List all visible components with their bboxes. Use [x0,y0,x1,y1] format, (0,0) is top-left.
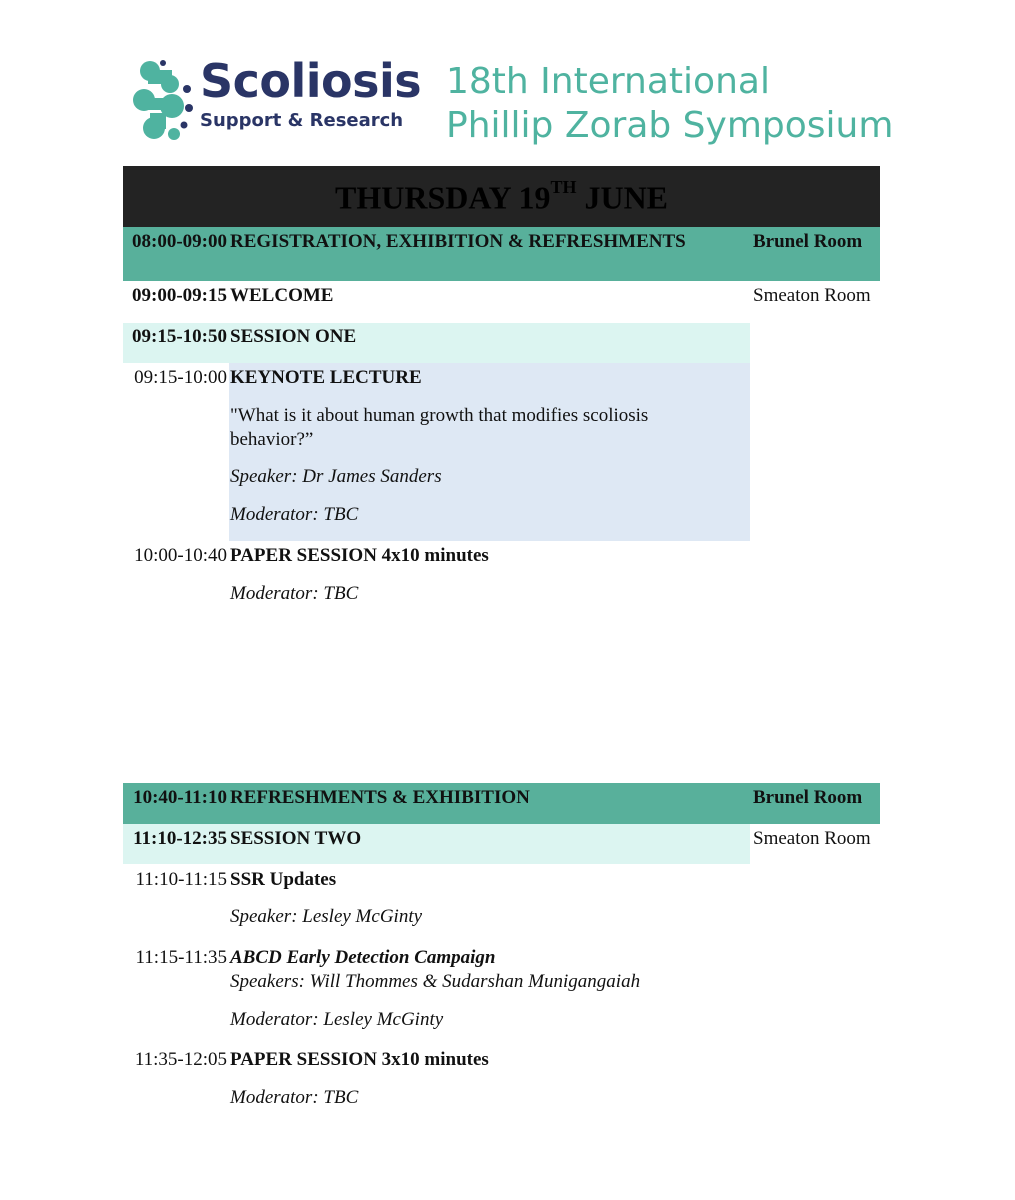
row-time-abcd-campaign: 11:15-11:35 [135,947,227,968]
row-room-registration: Brunel Room [753,231,863,252]
symposium-title [446,60,893,148]
row-time-ssr-updates: 11:10-11:15 [135,869,227,890]
day-prefix: THURSDAY 19 [334,179,551,216]
row-title-registration: REGISTRATION, EXHIBITION & REFRESHMENTS [230,231,686,252]
keynote-quote-line-1: "What is it about human growth that modifies scoliosis [230,405,649,426]
row-time-session-two: 11:10-12:35 [133,828,227,849]
row-time-session-one: 09:15-10:50 [132,326,227,347]
abcd-campaign-speakers: Speakers: Will Thommes & Sudarshan Munigangaiah [230,971,641,992]
ssr-updates-speaker: Speaker: Lesley McGinty [230,906,423,927]
symposium-logo [132,56,892,148]
row-time-refreshments: 10:40-11:10 [133,787,227,808]
row-title-session-two: SESSION TWO [230,828,362,849]
row-time-paper-session-1: 10:00-10:40 [134,545,227,566]
row-title-welcome: WELCOME [230,285,334,306]
row-time-keynote: 09:15-10:00 [134,367,227,388]
paper-session-2-moderator: Moderator: TBC [230,1087,359,1108]
row-title-session-one: SESSION ONE [230,326,357,347]
day-header [123,166,880,227]
paper-session-1-moderator: Moderator: TBC [230,583,359,604]
row-time-registration: 08:00-09:00 [132,231,227,252]
row-time-welcome: 09:00-09:15 [132,285,227,306]
row-room-refreshments: Brunel Room [753,787,863,808]
logo-wordmark [200,54,422,132]
day-ordinal: TH [550,177,577,197]
keynote-quote-line-2: behavior?” [230,429,314,450]
row-title-abcd-campaign: ABCD Early Detection Campaign [230,947,496,968]
row-title-paper-session-1: PAPER SESSION 4x10 minutes [230,545,489,566]
row-room-welcome: Smeaton Room [753,285,871,306]
keynote-moderator: Moderator: TBC [230,504,359,525]
keynote-speaker: Speaker: Dr James Sanders [230,466,442,487]
symposium-line-2: Phillip Zorab Symposium [446,105,894,146]
symposium-line-1: 18th International [446,61,770,102]
row-time-paper-session-2: 11:35-12:05 [134,1049,227,1070]
row-title-paper-session-2: PAPER SESSION 3x10 minutes [230,1049,489,1070]
logo-subtitle: Support & Research [200,110,404,131]
logo-brand: Scoliosis [200,54,422,108]
row-title-ssr-updates: SSR Updates [230,869,337,890]
row-title-refreshments: REFRESHMENTS & EXHIBITION [230,787,530,808]
row-room-session-two: Smeaton Room [753,828,871,849]
day-month: JUNE [584,179,669,216]
molecule-dots-icon [132,58,198,146]
row-title-keynote: KEYNOTE LECTURE [230,367,422,388]
abcd-campaign-moderator: Moderator: Lesley McGinty [230,1009,444,1030]
